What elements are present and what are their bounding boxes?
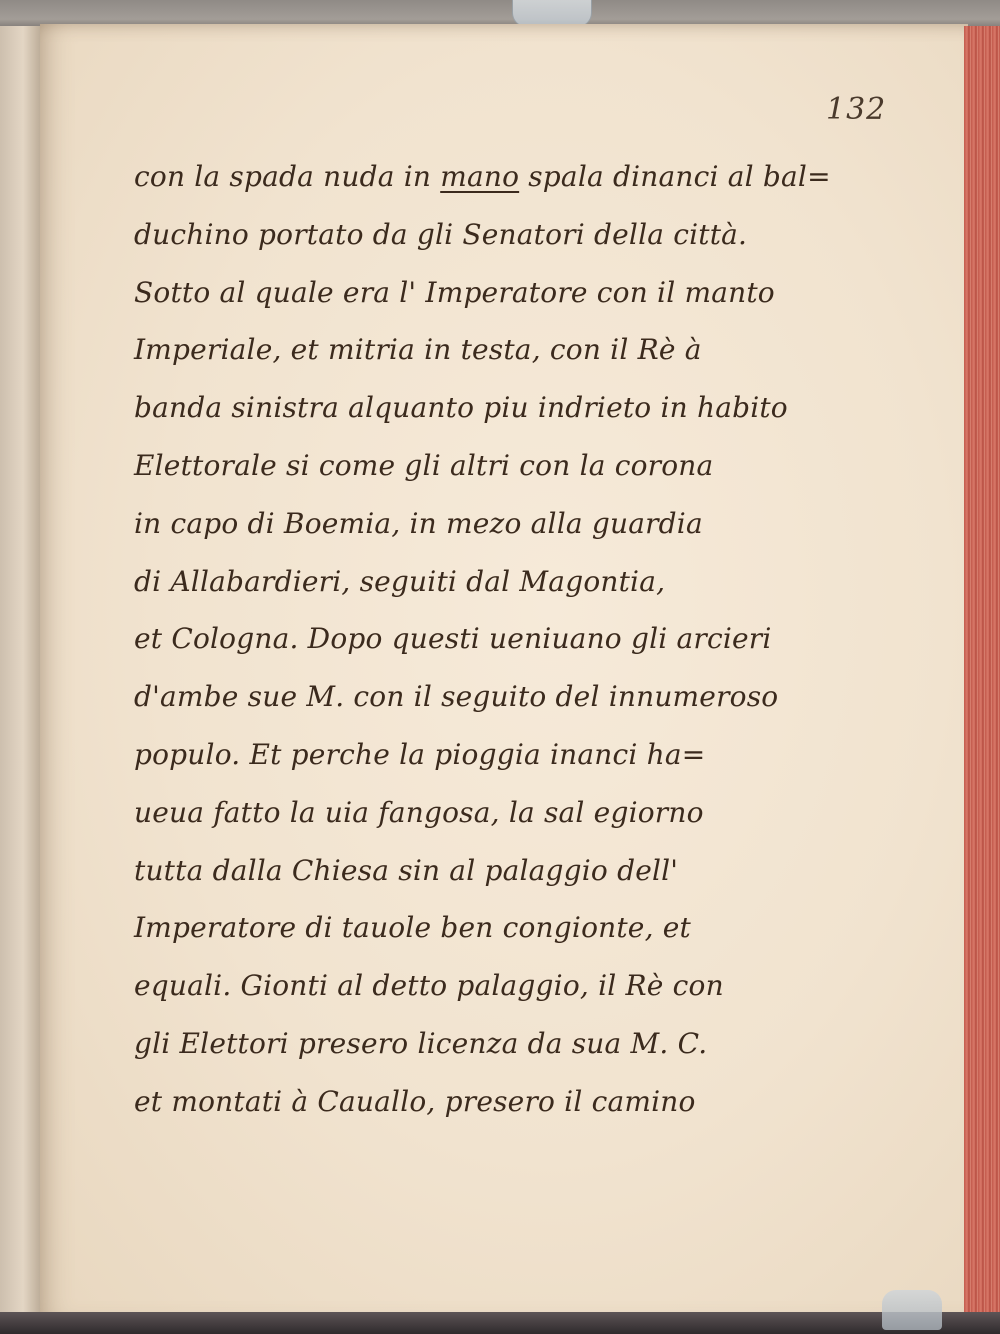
text-line: Imperiale, et mitria in testa, con il Rè à	[134, 333, 702, 367]
text-line: populo. Et perche la pioggia inanci ha=	[134, 737, 706, 771]
text-line: et montati à Cauallo, presero il camino	[134, 1084, 696, 1118]
text-line: duchino portato da gli Senatori della città.	[134, 217, 748, 251]
text-line: et Cologna. Dopo questi ueniuano gli arcieri	[134, 622, 772, 656]
text-line: in capo di Boemia, in mezo alla guardia	[134, 506, 703, 540]
text-line: tutta dalla Chiesa sin al palaggio dell'	[134, 853, 679, 887]
text-line: Imperatore di tauole ben congionte, et	[134, 911, 692, 945]
text-line: con la spada nuda in mano spala dinanci al bal=	[134, 160, 831, 193]
manuscript-text	[134, 148, 831, 1131]
text-line: Sotto al quale era l' Imperatore con il manto	[134, 275, 775, 309]
text-line: di Allabardieri, seguiti dal Magontia,	[134, 564, 666, 598]
text-line: Elettorale si come gli altri con la corona	[134, 448, 714, 482]
text-line: ueua fatto la uia fangosa, la sal egiorno	[134, 795, 704, 829]
clip-top	[512, 0, 592, 27]
red-page-edges	[964, 26, 1000, 1316]
text-line: d'ambe sue M. con il seguito del innumeroso	[134, 680, 779, 714]
clip-bottom	[882, 1290, 942, 1330]
text-line: gli Elettori presero licenza da sua M. C.	[134, 1026, 708, 1060]
left-page-edge	[0, 26, 43, 1316]
page-number: 132	[826, 92, 887, 127]
binding-bottom-edge	[0, 1312, 1000, 1334]
text-line: banda sinistra alquanto piu indrieto in habito	[134, 391, 788, 425]
text-line: equali. Gionti al detto palaggio, il Rè con	[134, 969, 724, 1003]
